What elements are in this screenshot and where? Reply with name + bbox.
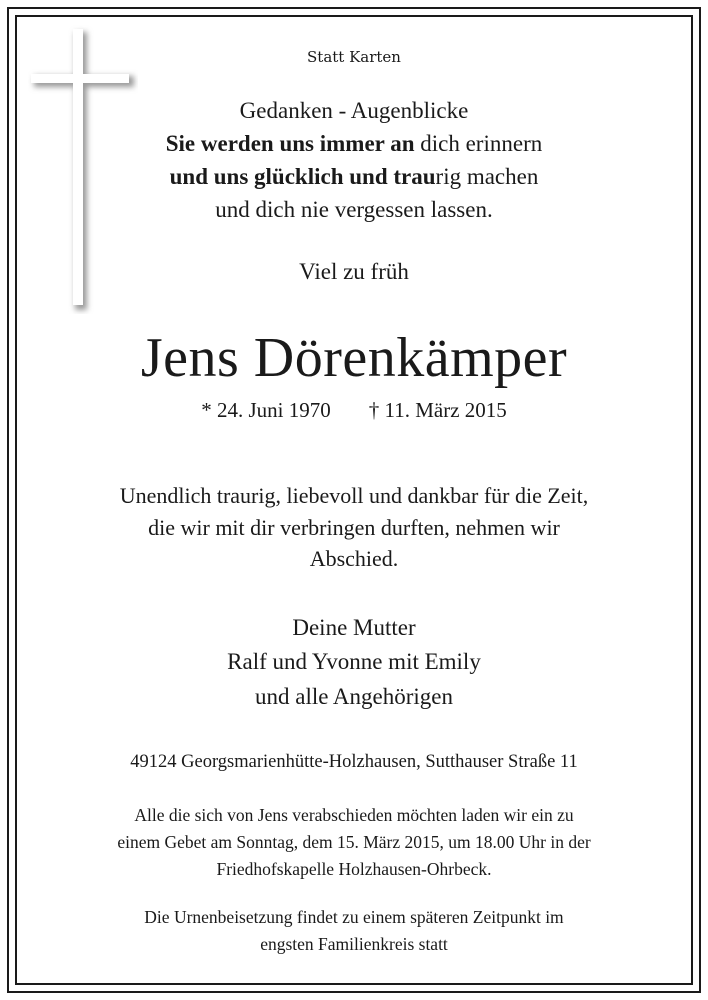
service-line-3: Friedhofskapelle Holzhausen-Ohrbeck. — [216, 859, 492, 879]
poem-line-3 — [0, 164, 708, 190]
burial-line-2: engsten Familienkreis statt — [260, 934, 448, 954]
poem-line-2-rest: dich erinnern — [414, 131, 543, 156]
farewell-line-3: Abschied. — [309, 546, 399, 571]
burial-line-1: Die Urnenbeisetzung findet zu einem späteren Zeitpunkt im — [144, 907, 564, 927]
intro-text: Viel zu früh — [299, 259, 409, 284]
address: 49124 Georgsmarienhütte-Holzhausen, Sutthauser Straße 11 — [130, 752, 578, 772]
poem-line-3-bold: und uns glücklich und trau — [169, 164, 436, 189]
death-date: † 11. März 2015 — [368, 398, 507, 422]
life-dates — [0, 398, 708, 423]
poem-line-1: Gedanken - Augenblicke — [239, 98, 469, 123]
service-line-2: einem Gebet am Sonntag, dem 15. März 2015, um 18.00 Uhr in der — [117, 832, 591, 852]
poem-line-2-bold: Sie werden uns immer an — [165, 131, 415, 156]
birth-date: * 24. Juni 1970 — [201, 398, 331, 422]
poem-line-3-rest: rig machen — [435, 164, 539, 189]
statt-karten-label: Statt Karten — [307, 48, 401, 66]
mourner-line-1: Deine Mutter — [292, 615, 416, 640]
service-line-1: Alle die sich von Jens verabschieden möchten laden wir ein zu — [134, 805, 574, 825]
poem-line-4: und dich nie vergessen lassen. — [215, 197, 493, 222]
mourner-line-3: und alle Angehörigen — [254, 684, 453, 709]
farewell-line-1: Unendlich traurig, liebevoll und dankbar für die Zeit, — [119, 483, 589, 508]
mourner-line-2: Ralf und Yvonne mit Emily — [227, 649, 481, 674]
farewell-line-2: die wir mit dir verbringen durften, nehmen wir — [148, 515, 560, 540]
poem-line-2 — [0, 131, 708, 157]
deceased-name: Jens Dörenkämper — [140, 327, 568, 389]
